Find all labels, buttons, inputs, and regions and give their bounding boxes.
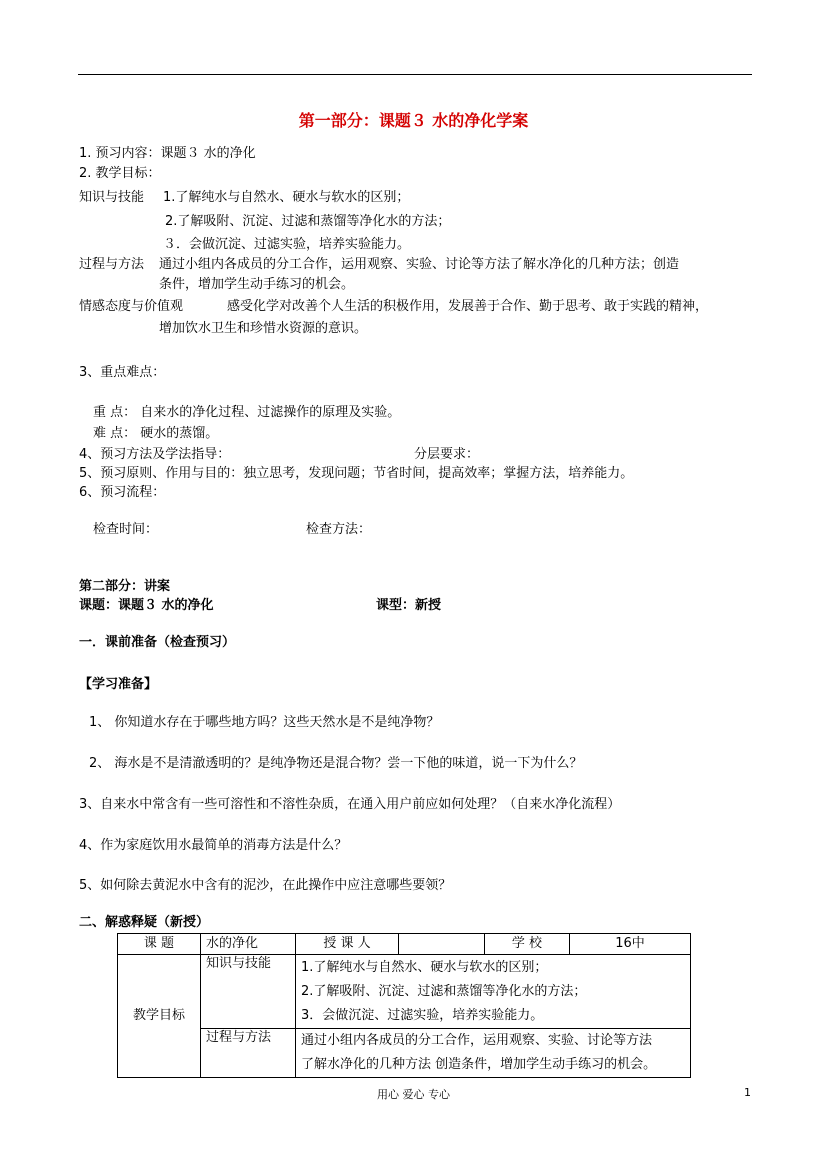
section-2-heading: 二、解惑释疑（新授）: [79, 915, 210, 930]
table-knowledge-item-2: 2.了解吸附、沉淀、过滤和蒸馏等净化水的方法；: [301, 983, 587, 999]
lesson-type: 课型：新授: [376, 598, 442, 613]
method-guide-line: 4、预习方法及学法指导：: [79, 447, 231, 462]
table-header-teacher: 授 课 人: [296, 934, 399, 955]
table-knowledge-label: 知识与技能: [201, 955, 296, 1029]
key-points-line: 3、重点难点：: [79, 365, 166, 380]
question-1: 1、 你知道水存在于哪些地方吗？这些天然水是不是纯净物？: [89, 715, 440, 730]
emotion-text-1: 感受化学对改善个人生活的积极作用，发展善于合作、勤于思考、敢于实践的精神，: [227, 299, 709, 314]
footer-motto: 用心 爱心 专心: [377, 1088, 450, 1101]
preview-content-line: 1. 预习内容：课题３ 水的净化: [79, 146, 256, 161]
emotion-text-2: 增加饮水卫生和珍惜水资源的意识。: [159, 321, 368, 336]
question-3: 3、自来水中常含有一些可溶性和不溶性杂质，在通入用户前应如何处理？（自来水净化流程）: [79, 797, 621, 812]
table-header-school: 学 校: [485, 934, 570, 955]
key-point: 重 点： 自来水的净化过程、过滤操作的原理及实验。: [93, 405, 401, 420]
process-text-2: 条件，增加学生动手练习的机会。: [159, 277, 355, 292]
table-knowledge-content: [296, 955, 691, 1029]
section-1-heading: 一．课前准备（检查预习）: [79, 635, 236, 650]
layered-requirement: 分层要求：: [414, 447, 480, 462]
difficult-point: 难 点： 硬水的蒸馏。: [93, 426, 219, 441]
table-process-text-2: 了解水净化的几种方法 创造条件，增加学生动手练习的机会。: [301, 1057, 657, 1072]
knowledge-item-3: ３．会做沉淀、过滤实验，培养实验能力。: [163, 237, 411, 252]
check-time: 检查时间：: [93, 522, 159, 537]
table-header-school-value: 16中: [570, 934, 691, 955]
part2-heading: 第二部分：讲案: [79, 579, 171, 594]
table-header-teacher-value: [399, 934, 485, 955]
check-method: 检查方法：: [306, 522, 372, 537]
table-process-label: 过程与方法: [201, 1029, 296, 1078]
teaching-goals-line: 2. 教学目标：: [79, 166, 161, 181]
question-4: 4、作为家庭饮用水最简单的消毒方法是什么？: [79, 838, 348, 853]
process-flow-line: 6、预习流程：: [79, 485, 166, 500]
table-header-topic: 课 题: [118, 934, 201, 955]
emotion-label: 情感态度与价值观: [79, 299, 184, 314]
study-prep-heading: 【学习准备】: [79, 677, 158, 692]
table-header-topic-value: 水的净化: [201, 934, 296, 955]
table-knowledge-item-3: 3．会做沉淀、过滤实验，培养实验能力。: [301, 1007, 544, 1023]
knowledge-label: 知识与技能: [79, 190, 145, 205]
question-5: 5、如何除去黄泥水中含有的泥沙，在此操作中应注意哪些要领？: [79, 878, 452, 893]
table-process-text-1: 通过小组内各成员的分工合作，运用观察、实验、讨论等方法: [301, 1033, 653, 1048]
header-rule: [78, 74, 752, 75]
question-2: 2、 海水是不是清澈透明的？是纯净物还是混合物？尝一下他的味道，说一下为什么？: [89, 756, 583, 771]
process-text-1: 通过小组内各成员的分工合作，运用观察、实验、讨论等方法了解水净化的几种方法；创造: [159, 257, 680, 272]
lesson-topic: 课题：课题３ 水的净化: [79, 598, 214, 613]
knowledge-item-1: 1.了解纯水与自然水、硬水与软水的区别；: [163, 190, 410, 205]
page-title: 第一部分：课题３ 水的净化学案: [298, 111, 529, 130]
process-label: 过程与方法: [79, 257, 145, 272]
page-number: 1: [744, 1086, 751, 1099]
table-goals-label: 教学目标: [118, 955, 201, 1078]
table-knowledge-item-1: 1.了解纯水与自然水、硬水与软水的区别；: [301, 959, 548, 975]
lesson-table: [117, 933, 691, 1078]
table-process-content: [296, 1029, 691, 1078]
principles-line: 5、预习原则、作用与目的：独立思考，发现问题；节省时间，提高效率；掌握方法，培养能力。: [79, 466, 634, 481]
knowledge-item-2: 2.了解吸附、沉淀、过滤和蒸馏等净化水的方法；: [165, 214, 451, 229]
